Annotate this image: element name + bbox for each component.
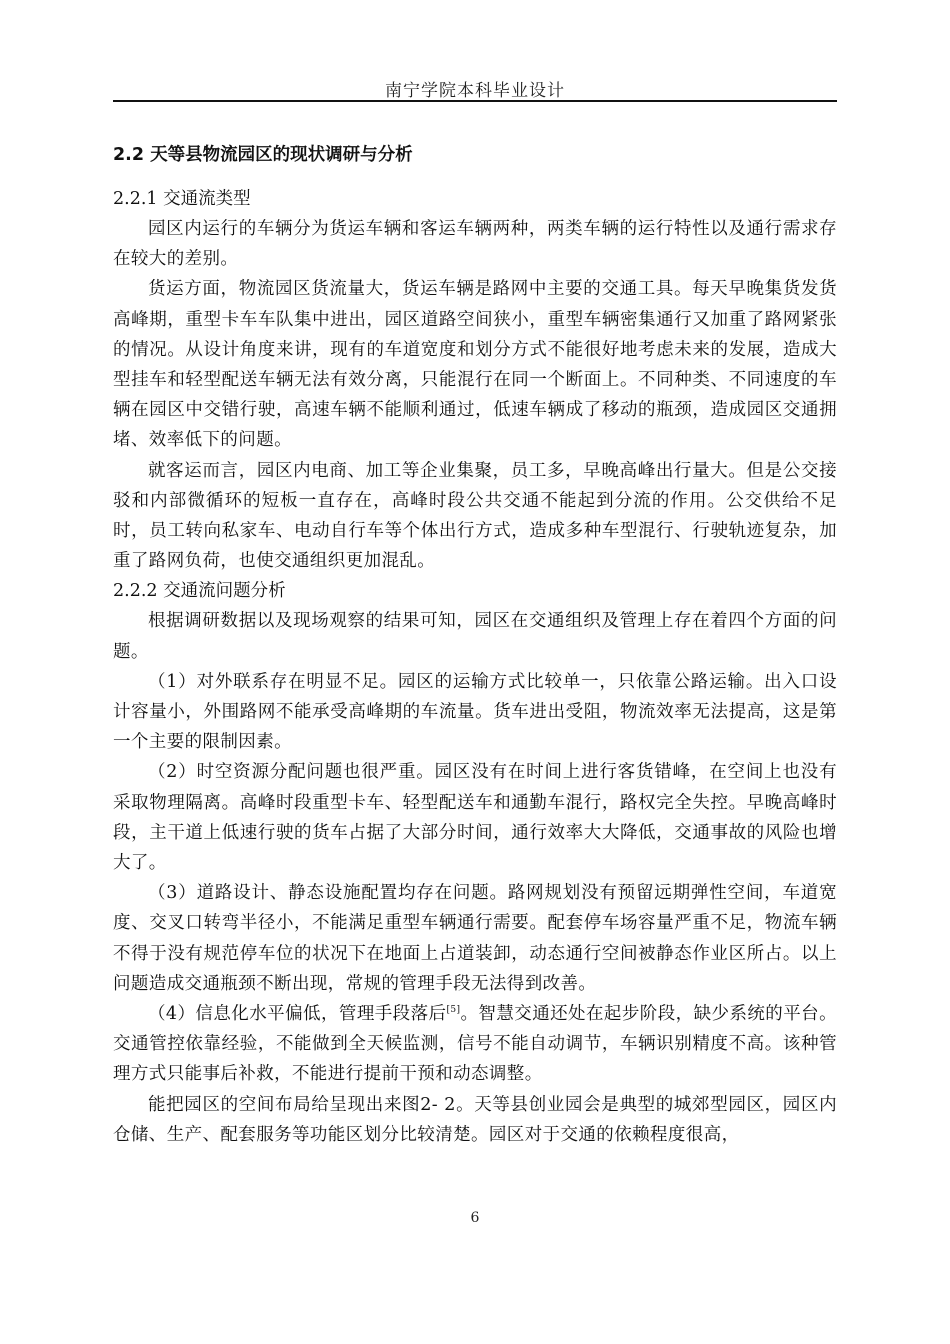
page-header: 南宁学院本科毕业设计 (385, 81, 565, 101)
paragraph: 根据调研数据以及现场观察的结果可知，园区在交通组织及管理上存在着四个方面的问题。 (113, 611, 837, 662)
paragraph-text: 。智慧交通还处在起步阶段，缺少系统的平台。交通管控依靠经验，不能做到全天候监测，信号不能自动调节，车辆识别精度不高。该种管理方式只能事后补救，不能进行提前干预和动态调整。 (113, 1004, 838, 1085)
paragraph: （1）对外联系存在明显不足。园区的运输方式比较单一，只依靠公路运输。出入口设计容量小，外围路网不能承受高峰期的车流量。货车进出受阻，物流效率无法提高，这是第一个主要的限制因素。 (113, 671, 837, 753)
section-heading: 2.2 天等县物流园区的现状调研与分析 (113, 145, 413, 165)
paragraph: （2）时空资源分配问题也很严重。园区没有在时间上进行客货错峰，在空间上也没有采取物理隔离。高峰时段重型卡车、轻型配送车和通勤车混行，路权完全失控。早晚高峰时段，主干道上低速行驶的货车占据了大部分时间，通行效率大大降低，交通事故的风险也增大了。 (113, 762, 837, 874)
header-divider (113, 100, 837, 102)
paragraph: （3）道路设计、静态设施配置均存在问题。路网规划没有预留远期弹性空间，车道宽度、交叉口转弯半径小，不能满足重型车辆通行需要。配套停车场容量严重不足，物流车辆不得于没有规范停车位的状况下在地面上占道装卸，动态通行空间被静态作业区所占。以上问题造成交通瓶颈不断出现，常规的管理手段无法得到改善。 (113, 883, 837, 994)
citation-reference[interactable]: [5] (446, 1005, 461, 1016)
paragraph (113, 999, 837, 1090)
paragraph-text: （4）信息化水平偏低，管理手段落后 (148, 1004, 447, 1025)
page-number: 6 (470, 1210, 480, 1226)
paragraph: 能把园区的空间布局给呈现出来图2- 2。天等县创业园会是典型的城郊型园区，园区内仓储、生产、配套服务等功能区划分比较清楚。园区对于交通的依赖程度很高， (113, 1094, 837, 1145)
paragraph: 园区内运行的车辆分为货运车辆和客运车辆两种，两类车辆的运行特性以及通行需求存在较大的差别。 (113, 219, 837, 270)
subsection-heading: 2.2.2 交通流问题分析 (113, 581, 286, 602)
page-body (113, 140, 837, 1150)
paragraph: 货运方面，物流园区货流量大，货运车辆是路网中主要的交通工具。每天早晚集货发货高峰期，重型卡车车队集中进出，园区道路空间狭小，重型车辆密集通行又加重了路网紧张的情况。从设计角度来讲，现有的车道宽度和划分方式不能很好地考虑未来的发展，造成大型挂车和轻型配送车辆无法有效分离，只能混行在同一个断面上。不同种类、不同速度的车辆在园区中交错行驶，高速车辆不能顺利通过，低速车辆成了移动的瓶颈，造成园区交通拥堵、效率低下的问题。 (113, 279, 837, 451)
paragraph: 就客运而言，园区内电商、加工等企业集聚，员工多，早晚高峰出行量大。但是公交接驳和内部微循环的短板一直存在，高峰时段公共交通不能起到分流的作用。公交供给不足时，员工转向私家车、电动自行车等个体出行方式，造成多种车型混行、行驶轨迹复杂，加重了路网负荷，也使交通组织更加混乱。 (113, 460, 837, 572)
subsection-heading: 2.2.1 交通流类型 (113, 189, 251, 209)
